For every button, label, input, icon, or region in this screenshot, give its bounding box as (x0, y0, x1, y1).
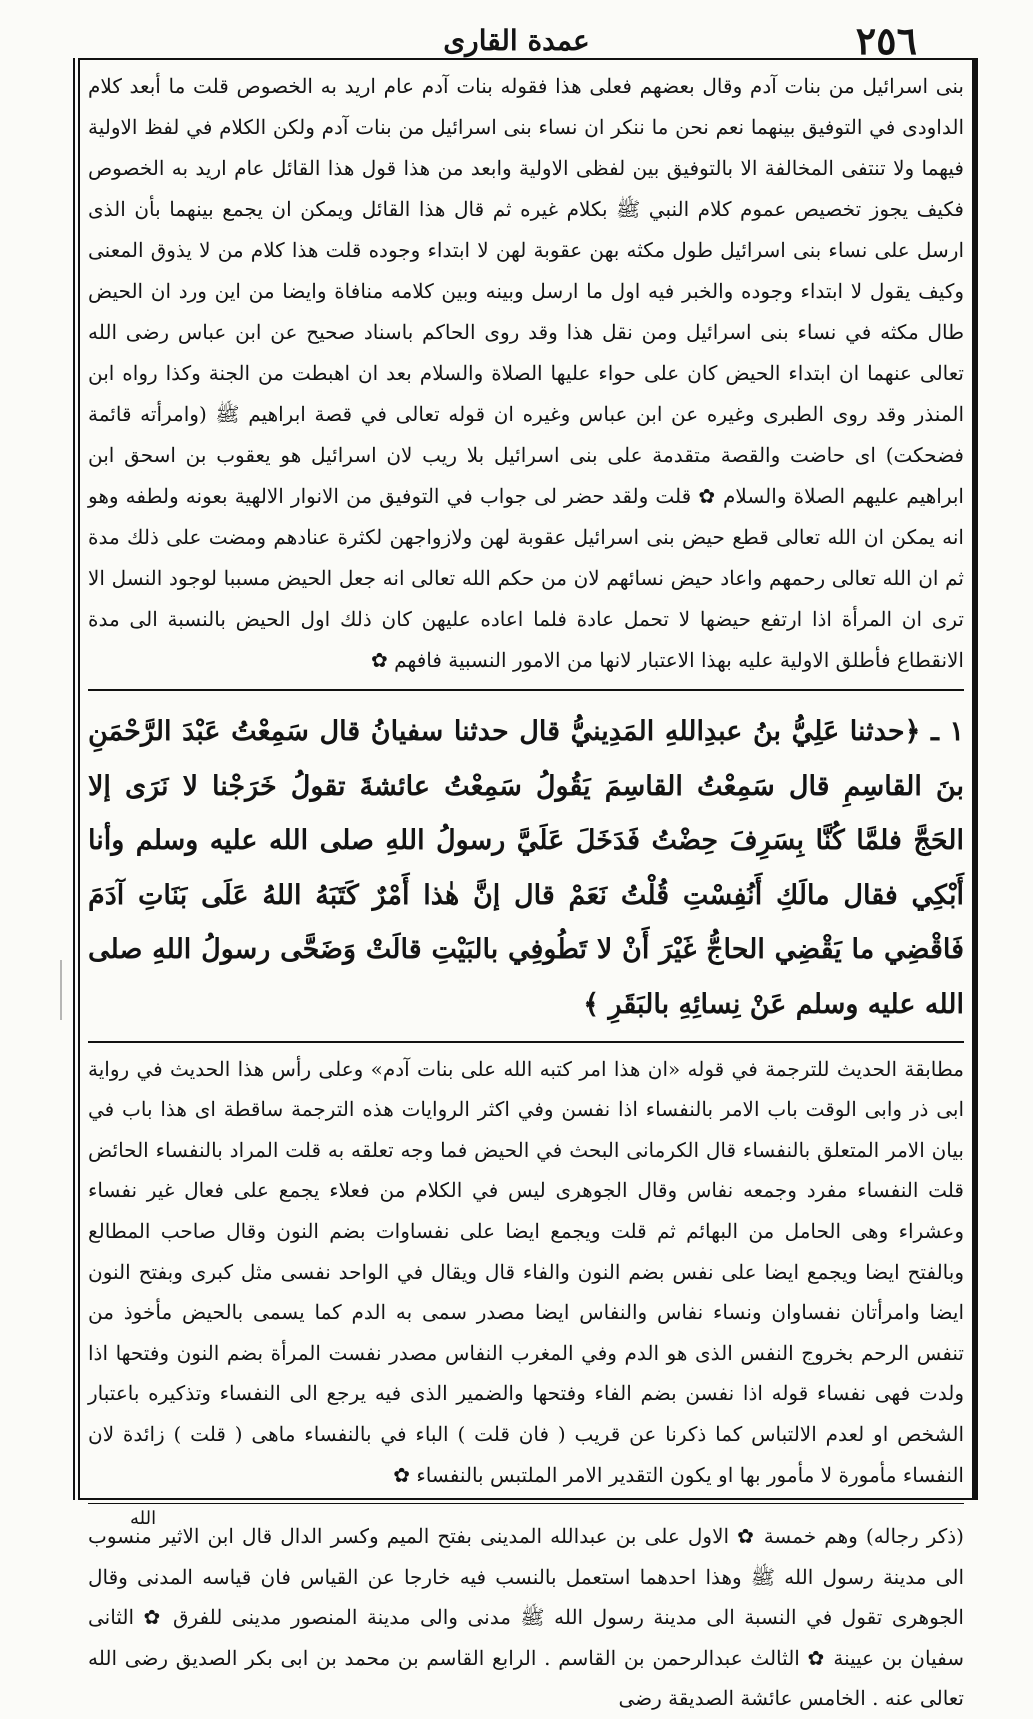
section-divider (88, 1503, 964, 1504)
hadith-text: ١ ـ ﴿حدثنا عَلِيُّ بنُ عبدِاللهِ المَدِينيُّ قال حدثنا سفيانُ قال سَمِعْتُ عَبْدَ الرَّحْمَنِ بنَ القاسِمِ قال سَمِعْتُ القاسِمَ يَقُولُ سَمِعْتُ عائشةَ تقولُ خَرَجْنا لا نَرَى إلا الحَجَّ فلمَّا كُنَّا بِسَرِفَ حِضْتُ فَدَخَلَ عَلَيَّ رسولُ اللهِ صلى الله عليه وسلم وأنا أَبْكِي فقال مالَكِ أَنُفِسْتِ قُلْتُ نَعَمْ قال إنَّ هٰذا أَمْرٌ كَتَبَهُ اللهُ عَلَى بَنَاتِ آدَمَ فَاقْضِي ما يَقْضِي الحاجُّ غَيْرَ أَنْ لا تَطُوفِي بالبَيْتِ قالَتْ وَضَحَّى رسولُ اللهِ صلى الله عليه وسلم عَنْ نِسائِهِ بالبَقَرِ ﴾ (88, 716, 964, 1020)
commentary-rijal: (ذكر رجاله) وهم خمسة ✿ الاول على بن عبدالله المدينى بفتح الميم وكسر الدال قال ابن الاثير منسوب الى مدينة رسول الله ﷺ وهذا احدهما استعمل بالنسب فيه خارجا عن القياس فان قياسه المدنى وقال الجوهرى تقول في النسبة الى مدينة رسول الله ﷺ مدنى والى مدينة المنصور مدينى للفرق ✿ الثانى سفيان بن عيينة ✿ الثالث عبدالرحمن بن القاسم . الرابع القاسم بن محمد بن ابى بكر الصديق رضى الله تعالى عنه . الخامس عائشة الصديقة رضى (88, 1524, 964, 1711)
commentary-top: بنى اسرائيل من بنات آدم وقال بعضهم فعلى هذا فقوله بنات آدم عام اريد به الخصوص قلت ما أبعد كلام الداودى في التوفيق بينهما نعم نحن ما ننكر ان نساء بنى اسرائيل من بنات آدم ولكن الكلام في لفظ الاولية فيهما ولا تنتفى المخالفة الا بالتوفيق بين لفظى الاولية وابعد من هذا قول هذا القائل عام اريد به الخصوص فكيف يجوز تخصيص عموم كلام النبي ﷺ بكلام غيره ثم قال هذا القائل ويمكن ان يجمع بينهما بأن الذى ارسل على نساء بنى اسرائيل طول مكثه بهن عقوبة لهن لا ابتداء وجوده قلت هذا كلام من لا يذوق المعنى وكيف يقول لا ابتداء وجوده والخبر فيه اول ما ارسل وبينه وبين كلامه منافاة وايضا من اين ورد ان الحيض طال مكثه في نساء بنى اسرائيل ومن نقل هذا وقد روى الحاكم باسناد صحيح عن ابن عباس رضى الله تعالى عنهما ان ابتداء الحيض كان على حواء عليها الصلاة والسلام بعد ان اهبطت من الجنة وكذا رواه ابن المنذر وقد روى الطبرى وغيره عن ابن عباس وغيره ان قوله تعالى في قصة ابراهيم ﷺ (وامرأته قائمة فضحكت) اى حاضت والقصة متقدمة على بنى اسرائيل بلا ريب لان اسرائيل هو يعقوب بن اسحق ابن ابراهيم عليهم الصلاة والسلام ✿ قلت ولقد حضر لى جواب في التوفيق من الانوار الالهية بعونه ولطفه وهو انه يمكن ان الله تعالى قطع حيض بنى اسرائيل عقوبة لهن ولازواجهن لكثرة عنادهم ومضت على ذلك مدة ثم ان الله تعالى رحمهم واعاد حيض نسائهم لان من حكم الله تعالى انه جعل الحيض مسببا لوجود النسل الا ترى ان المرأة اذا ارتفع حيضها لا تحمل عادة فلما اعاده عليهن كان ذلك اول الحيض بالنسبة الى مدة الانقطاع فأطلق الاولية عليه بهذا الاعتبار لانها من الامور النسبية فافهم ✿ (88, 74, 964, 672)
section-divider (88, 1041, 964, 1043)
page-header (60, 18, 973, 62)
footer-catchword: الله (130, 1508, 157, 1529)
page-content (88, 66, 965, 1711)
page-number: ٢٥٦ (855, 18, 917, 63)
commentary-tarjama: مطابقة الحديث للترجمة في قوله «ان هذا امر كتبه الله على بنات آدم» وعلى رأس هذا الحديث في رواية ابى ذر وابى الوقت باب الامر بالنفساء اذا نفسن وفي اكثر الروايات هذه الترجمة ساقطة اى هذا باب في بيان الامر المتعلق بالنفساء قال الكرمانى البحث في الحيض فما وجه تعلقه به قلت المراد بالنفساء الحائض قلت النفساء مفرد وجمعه نفاس وقال الجوهرى ليس في الكلام من فعلاء يجمع على فعال غير نفساء وعشراء وهى الحامل من البهائم ثم قلت ويجمع ايضا على نفساوات بضم النون وقال صاحب المطالع وبالفتح ايضا ويجمع ايضا على نفس بضم النون والفاء قال ويقال في الواحد نفسى مثل كبرى وبفتح النون ايضا وامرأتان نفساوان ونساء نفاس والنفاس ايضا مصدر سمى به الدم كما يسمى بالحيض مأخوذ من تنفس الرحم بخروج النفس الذى هو الدم وفي المغرب النفاس مصدر نفست المرأة بضم النون وفتحها اذا ولدت فهى نفساء قوله اذا نفسن بضم الفاء وفتحها والضمير الذى فيه يرجع الى النفساء وتذكيره باعتبار الشخص او لعدم الالتباس كما ذكرنا عن قريب ( فان قلت ) الباء في بالنفساء ماهى ( قلت ) زائدة لان النفساء مأمورة لا مأمور بها او يكون التقدير الامر الملتبس بالنفساء ✿ (88, 1056, 965, 1487)
margin-mark (60, 960, 76, 1020)
running-title: عمدة القارى (443, 24, 590, 57)
section-divider (88, 689, 964, 691)
